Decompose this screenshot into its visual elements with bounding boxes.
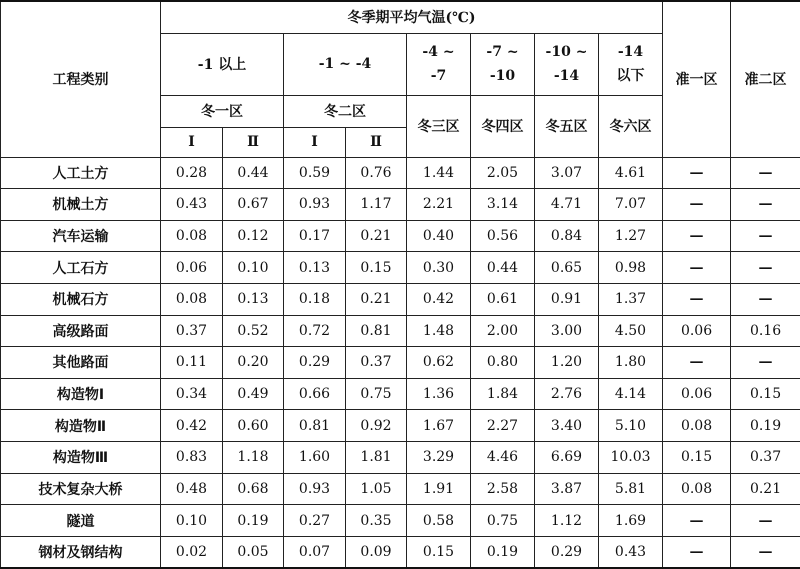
table-cell: —: [731, 283, 800, 315]
row-label: 构造物Ⅱ: [1, 410, 161, 442]
table-cell: —: [663, 283, 731, 315]
table-cell: —: [731, 189, 800, 221]
table-cell: 0.18: [284, 283, 346, 315]
table-cell: 0.43: [161, 189, 223, 221]
table-cell: 0.67: [223, 189, 284, 221]
table-cell: 0.12: [223, 220, 284, 252]
header-range6: -14 以下: [599, 33, 663, 95]
table-cell: —: [731, 347, 800, 379]
table-cell: 0.21: [346, 220, 407, 252]
table-cell: 1.27: [599, 220, 663, 252]
table-cell: 1.12: [535, 505, 599, 537]
table-cell: 3.00: [535, 315, 599, 347]
table-cell: 0.59: [284, 157, 346, 189]
table-cell: 1.69: [599, 505, 663, 537]
table-cell: 0.37: [731, 441, 800, 473]
table-cell: 1.20: [535, 347, 599, 379]
table-cell: 0.02: [161, 536, 223, 568]
table-cell: —: [663, 505, 731, 537]
table-cell: 2.00: [471, 315, 535, 347]
table-cell: 0.30: [407, 252, 471, 284]
header-zone5: 冬五区: [535, 95, 599, 157]
table-cell: —: [731, 505, 800, 537]
table-cell: 0.17: [284, 220, 346, 252]
row-label: 人工石方: [1, 252, 161, 284]
header-quasi1: 准一区: [663, 1, 731, 157]
table-cell: 0.29: [535, 536, 599, 568]
table-cell: 0.83: [161, 441, 223, 473]
table-cell: 0.16: [731, 315, 800, 347]
table-cell: 0.15: [346, 252, 407, 284]
table-cell: 1.37: [599, 283, 663, 315]
table-cell: 3.14: [471, 189, 535, 221]
table-cell: 0.29: [284, 347, 346, 379]
table-cell: 0.61: [471, 283, 535, 315]
table-cell: 4.14: [599, 378, 663, 410]
table-cell: 0.93: [284, 189, 346, 221]
header-range3: -4 ~ -7: [407, 33, 471, 95]
table-row: [1, 252, 800, 284]
table-cell: 0.98: [599, 252, 663, 284]
table-cell: 0.75: [346, 378, 407, 410]
table-cell: 0.21: [346, 283, 407, 315]
table-cell: 1.67: [407, 410, 471, 442]
table-cell: 3.87: [535, 473, 599, 505]
header-sub4: Ⅱ: [346, 127, 407, 157]
table-cell: 0.19: [731, 410, 800, 442]
table-cell: 0.92: [346, 410, 407, 442]
table-cell: 1.48: [407, 315, 471, 347]
table-cell: 0.21: [731, 473, 800, 505]
table-cell: 0.34: [161, 378, 223, 410]
table-cell: 0.49: [223, 378, 284, 410]
table-cell: 4.61: [599, 157, 663, 189]
table-cell: 0.84: [535, 220, 599, 252]
table-cell: 0.06: [161, 252, 223, 284]
row-label: 构造物Ⅲ: [1, 441, 161, 473]
table-cell: 0.81: [346, 315, 407, 347]
table-cell: 0.08: [663, 410, 731, 442]
table-cell: 0.10: [223, 252, 284, 284]
table-cell: 0.08: [161, 283, 223, 315]
table-cell: 0.13: [284, 252, 346, 284]
table-cell: 0.80: [471, 347, 535, 379]
row-label: 构造物Ⅰ: [1, 378, 161, 410]
table-cell: 0.19: [471, 536, 535, 568]
row-label: 汽车运输: [1, 220, 161, 252]
table-cell: 0.65: [535, 252, 599, 284]
table-cell: 2.76: [535, 378, 599, 410]
table-cell: 2.21: [407, 189, 471, 221]
header-sub1: Ⅰ: [161, 127, 223, 157]
table-cell: 4.50: [599, 315, 663, 347]
table-cell: —: [731, 157, 800, 189]
row-label: 其他路面: [1, 347, 161, 379]
table-cell: 6.69: [535, 441, 599, 473]
table-cell: 0.15: [407, 536, 471, 568]
table-cell: 0.20: [223, 347, 284, 379]
table-cell: 1.18: [223, 441, 284, 473]
table-cell: 0.37: [161, 315, 223, 347]
table-cell: 0.60: [223, 410, 284, 442]
header-sub3: Ⅰ: [284, 127, 346, 157]
table-cell: 2.58: [471, 473, 535, 505]
table-cell: 0.07: [284, 536, 346, 568]
header-range5: -10 ~ -14: [535, 33, 599, 95]
table-cell: 0.09: [346, 536, 407, 568]
header-category: 工程类别: [1, 1, 161, 157]
row-label: 机械土方: [1, 189, 161, 221]
row-label: 钢材及钢结构: [1, 536, 161, 568]
table-cell: 2.27: [471, 410, 535, 442]
table-cell: 0.27: [284, 505, 346, 537]
table-cell: 7.07: [599, 189, 663, 221]
table-cell: 1.80: [599, 347, 663, 379]
table-cell: 0.58: [407, 505, 471, 537]
table-cell: 0.42: [407, 283, 471, 315]
table-cell: 3.29: [407, 441, 471, 473]
table-row: [1, 315, 800, 347]
table-cell: 0.28: [161, 157, 223, 189]
table-cell: 0.35: [346, 505, 407, 537]
table-cell: 0.15: [731, 378, 800, 410]
row-label: 人工土方: [1, 157, 161, 189]
table-row: [1, 473, 800, 505]
table-cell: 1.05: [346, 473, 407, 505]
header-zone3: 冬三区: [407, 95, 471, 157]
table-cell: 0.37: [346, 347, 407, 379]
table-row: [1, 189, 800, 221]
table-cell: 0.10: [161, 505, 223, 537]
table-cell: 0.44: [223, 157, 284, 189]
header-winter-temp: 冬季期平均气温(℃): [161, 1, 663, 33]
table-cell: 0.52: [223, 315, 284, 347]
header-range2: -1 ~ -4: [284, 33, 407, 95]
table-cell: 0.15: [663, 441, 731, 473]
table-cell: 0.40: [407, 220, 471, 252]
table-cell: 0.66: [284, 378, 346, 410]
table-cell: —: [731, 252, 800, 284]
table-cell: 1.91: [407, 473, 471, 505]
table-cell: 0.91: [535, 283, 599, 315]
table-cell: 0.48: [161, 473, 223, 505]
table-row: [1, 283, 800, 315]
table-cell: 1.81: [346, 441, 407, 473]
table-row: [1, 505, 800, 537]
row-label: 技术复杂大桥: [1, 473, 161, 505]
table-cell: 2.05: [471, 157, 535, 189]
table-cell: 0.11: [161, 347, 223, 379]
row-label: 机械石方: [1, 283, 161, 315]
table-row: [1, 347, 800, 379]
table-cell: 0.76: [346, 157, 407, 189]
table-cell: —: [663, 220, 731, 252]
table-row: [1, 441, 800, 473]
table-cell: 0.93: [284, 473, 346, 505]
header-zone2: 冬二区: [284, 95, 407, 127]
table-cell: —: [663, 252, 731, 284]
table-cell: 0.68: [223, 473, 284, 505]
table-cell: 0.05: [223, 536, 284, 568]
row-label: 隧道: [1, 505, 161, 537]
header-zone4: 冬四区: [471, 95, 535, 157]
table-row: [1, 157, 800, 189]
table-row: [1, 378, 800, 410]
table-cell: 5.81: [599, 473, 663, 505]
table-cell: 1.60: [284, 441, 346, 473]
table-cell: 0.06: [663, 378, 731, 410]
table-cell: 0.42: [161, 410, 223, 442]
table-cell: 4.46: [471, 441, 535, 473]
table-cell: —: [731, 220, 800, 252]
header-zone6: 冬六区: [599, 95, 663, 157]
table-row: [1, 536, 800, 568]
table-cell: 1.17: [346, 189, 407, 221]
header-sub2: Ⅱ: [223, 127, 284, 157]
header-range1: -1 以上: [161, 33, 284, 95]
table-cell: —: [663, 347, 731, 379]
table-cell: 0.43: [599, 536, 663, 568]
table-cell: 1.36: [407, 378, 471, 410]
table-cell: 0.44: [471, 252, 535, 284]
table-cell: —: [663, 189, 731, 221]
header-quasi2: 准二区: [731, 1, 800, 157]
table-cell: 4.71: [535, 189, 599, 221]
table-cell: 0.62: [407, 347, 471, 379]
table-cell: 0.06: [663, 315, 731, 347]
table-cell: 3.40: [535, 410, 599, 442]
table-row: [1, 410, 800, 442]
table-cell: 0.75: [471, 505, 535, 537]
row-label: 高级路面: [1, 315, 161, 347]
table-row: [1, 220, 800, 252]
table-cell: 0.08: [663, 473, 731, 505]
table-cell: 0.56: [471, 220, 535, 252]
header-range4: -7 ~ -10: [471, 33, 535, 95]
table-cell: —: [731, 536, 800, 568]
table-body: [1, 157, 800, 568]
table-cell: 0.72: [284, 315, 346, 347]
table-cell: 0.13: [223, 283, 284, 315]
table-cell: 0.19: [223, 505, 284, 537]
table-cell: 10.03: [599, 441, 663, 473]
table-cell: 3.07: [535, 157, 599, 189]
table-cell: —: [663, 157, 731, 189]
table-cell: —: [663, 536, 731, 568]
table-cell: 5.10: [599, 410, 663, 442]
header-zone1: 冬一区: [161, 95, 284, 127]
table-cell: 1.84: [471, 378, 535, 410]
table-cell: 1.44: [407, 157, 471, 189]
table-cell: 0.81: [284, 410, 346, 442]
table-cell: 0.08: [161, 220, 223, 252]
